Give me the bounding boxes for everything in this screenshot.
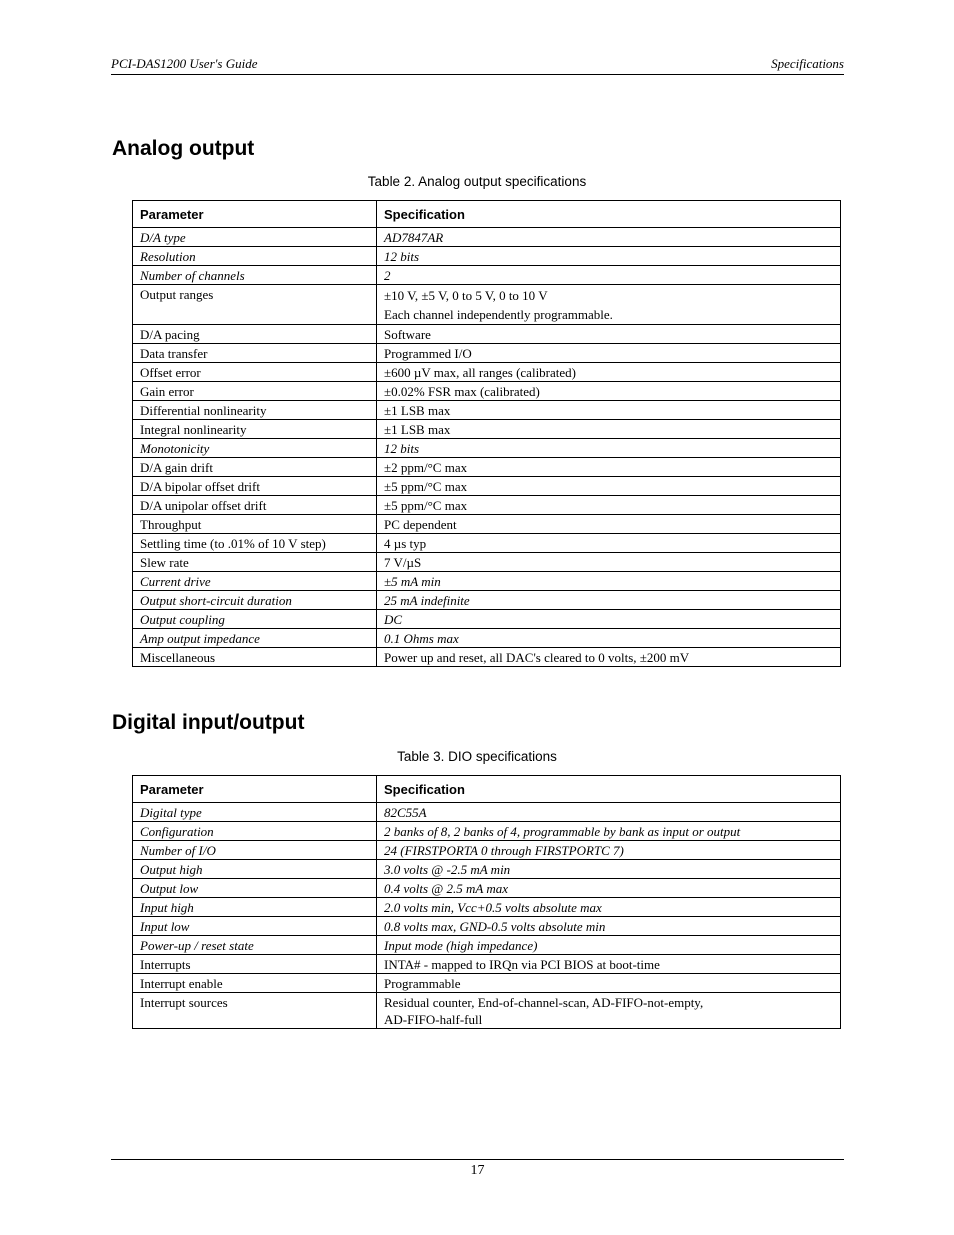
specification-line: 3.0 volts @ -2.5 mA min [384,862,511,877]
parameter-cell: D/A pacing [133,325,377,344]
specification-line: ±10 V, ±5 V, 0 to 5 V, 0 to 10 V [384,288,548,303]
table-row [133,879,841,898]
table-row [133,382,841,401]
specification-cell [377,285,841,325]
parameter-cell: Amp output impedance [133,629,377,648]
specification-cell [377,955,841,974]
table-row [133,841,841,860]
specification-cell [377,401,841,420]
specification-cell [377,458,841,477]
table-row [133,458,841,477]
specification-cell [377,610,841,629]
column-header-specification: Specification [377,776,841,803]
table-row [133,534,841,553]
table-row [133,648,841,667]
specification-line: ±1 LSB max [384,422,451,437]
table-row [133,285,841,325]
column-header-specification: Specification [377,201,841,228]
specification-cell [377,534,841,553]
specification-line: 7 V/µS [384,555,422,570]
section-heading-digital-io: Digital input/output [112,711,305,734]
analog-output-table-body [133,228,841,667]
table-row [133,572,841,591]
parameter-cell: Input high [133,898,377,917]
specification-cell [377,803,841,822]
parameter-cell: Miscellaneous [133,648,377,667]
specification-line: Programmed I/O [384,346,472,361]
parameter-cell: Monotonicity [133,439,377,458]
table-row [133,860,841,879]
specification-line: 12 bits [384,249,420,264]
specification-line: Input mode (high impedance) [384,938,538,953]
specification-cell [377,382,841,401]
table-row [133,936,841,955]
specification-line: ±0.02% FSR max (calibrated) [384,384,540,399]
table-row [133,496,841,515]
specification-cell [377,266,841,285]
specification-line: DC [384,612,403,627]
specification-cell [377,515,841,534]
table-header-row [133,776,841,803]
column-header-parameter: Parameter [133,201,377,228]
table-row [133,822,841,841]
header-doc-title: PCI-DAS1200 User's Guide [111,56,258,71]
table-header-row [133,201,841,228]
parameter-cell: Output high [133,860,377,879]
parameter-cell: Differential nonlinearity [133,401,377,420]
specification-cell [377,879,841,898]
specification-line: 0.4 volts @ 2.5 mA max [384,881,509,896]
table-row [133,974,841,993]
table-row [133,955,841,974]
specification-line: ±1 LSB max [384,403,451,418]
specification-line: ±2 ppm/°C max [384,460,468,475]
table-row [133,247,841,266]
parameter-cell: Number of channels [133,266,377,285]
specification-cell [377,363,841,382]
specification-line: ±5 ppm/°C max [384,498,468,513]
table-row [133,439,841,458]
specification-line: Software [384,327,431,342]
table-row [133,401,841,420]
table-row [133,591,841,610]
parameter-cell: D/A gain drift [133,458,377,477]
parameter-cell: Configuration [133,822,377,841]
parameter-cell: Output coupling [133,610,377,629]
specification-line: 0.8 volts max, GND-0.5 volts absolute min [384,919,606,934]
specification-cell [377,993,841,1029]
parameter-cell: Interrupts [133,955,377,974]
specification-line: ±5 ppm/°C max [384,479,468,494]
parameter-cell: Output ranges [133,285,377,325]
specification-line: AD7847AR [384,230,444,245]
column-header-parameter: Parameter [133,776,377,803]
table-row [133,228,841,247]
parameter-cell: Current drive [133,572,377,591]
table-row [133,993,841,1029]
specification-cell [377,228,841,247]
parameter-cell: Resolution [133,247,377,266]
specification-line: ±5 mA min [384,574,441,589]
specification-cell [377,841,841,860]
page-number: 17 [470,1163,485,1178]
table-row [133,898,841,917]
table-row [133,917,841,936]
specification-cell [377,898,841,917]
parameter-cell: Slew rate [133,553,377,572]
table-row [133,629,841,648]
specification-line: Residual counter, End-of-channel-scan, AD-FIFO-not-empty, [384,995,704,1010]
parameter-cell: Data transfer [133,344,377,363]
specification-cell [377,325,841,344]
table-row [133,515,841,534]
parameter-cell: Interrupt sources [133,993,377,1029]
specification-cell [377,629,841,648]
parameter-cell: D/A unipolar offset drift [133,496,377,515]
specification-line: 24 (FIRSTPORTA 0 through FIRSTPORTC 7) [384,843,624,858]
specification-cell [377,496,841,515]
specification-line: 2 banks of 8, 2 banks of 4, programmable by bank as input or output [384,824,741,839]
specification-line: 4 µs typ [384,536,427,551]
specification-line: 2.0 volts min, Vcc+0.5 volts absolute max [384,900,602,915]
specification-line: 0.1 Ohms max [384,631,459,646]
specification-cell [377,591,841,610]
parameter-cell: Power-up / reset state [133,936,377,955]
parameter-cell: Digital type [133,803,377,822]
parameter-cell: Gain error [133,382,377,401]
parameter-cell: Output low [133,879,377,898]
specification-line: PC dependent [384,517,457,532]
specification-cell [377,974,841,993]
table-row [133,266,841,285]
table-caption-analog-output: Table 2. Analog output specifications [367,174,587,189]
dio-table [132,775,841,1029]
page-footer [111,1159,844,1179]
table-row [133,610,841,629]
specification-line: INTA# - mapped to IRQn via PCI BIOS at boot-time [384,957,660,972]
table-row [133,344,841,363]
table-row [133,803,841,822]
parameter-cell: Settling time (to .01% of 10 V step) [133,534,377,553]
dio-table-body [133,803,841,1029]
analog-output-table [132,200,841,667]
table-row [133,363,841,382]
page-header [111,56,844,75]
specification-line: Programmable [384,976,461,991]
parameter-cell: Input low [133,917,377,936]
specification-cell [377,344,841,363]
specification-cell [377,477,841,496]
specification-cell [377,553,841,572]
header-section-title: Specifications [771,56,844,71]
specification-line: 12 bits [384,441,420,456]
parameter-cell: Interrupt enable [133,974,377,993]
parameter-cell: Integral nonlinearity [133,420,377,439]
table-row [133,553,841,572]
specification-cell [377,420,841,439]
specification-cell [377,917,841,936]
specification-cell [377,572,841,591]
table-caption-dio: Table 3. DIO specifications [397,749,557,764]
specification-cell [377,439,841,458]
parameter-cell: Offset error [133,363,377,382]
parameter-cell: D/A type [133,228,377,247]
specification-line: 25 mA indefinite [384,593,470,608]
table-row [133,477,841,496]
parameter-cell: Number of I/O [133,841,377,860]
parameter-cell: Throughput [133,515,377,534]
section-heading-analog-output: Analog output [112,137,255,160]
table-row [133,420,841,439]
specification-cell [377,936,841,955]
specification-cell [377,822,841,841]
specification-line: Power up and reset, all DAC's cleared to 0 volts, ±200 mV [384,650,690,665]
specification-cell [377,648,841,667]
parameter-cell: D/A bipolar offset drift [133,477,377,496]
specification-line: Each channel independently programmable. [384,307,613,322]
specification-cell [377,860,841,879]
specification-line: ±600 µV max, all ranges (calibrated) [384,365,576,380]
specification-line: AD-FIFO-half-full [384,1012,483,1027]
specification-line: 82C55A [384,805,427,820]
parameter-cell: Output short-circuit duration [133,591,377,610]
specification-line: 2 [384,268,391,283]
specification-cell [377,247,841,266]
table-row [133,325,841,344]
